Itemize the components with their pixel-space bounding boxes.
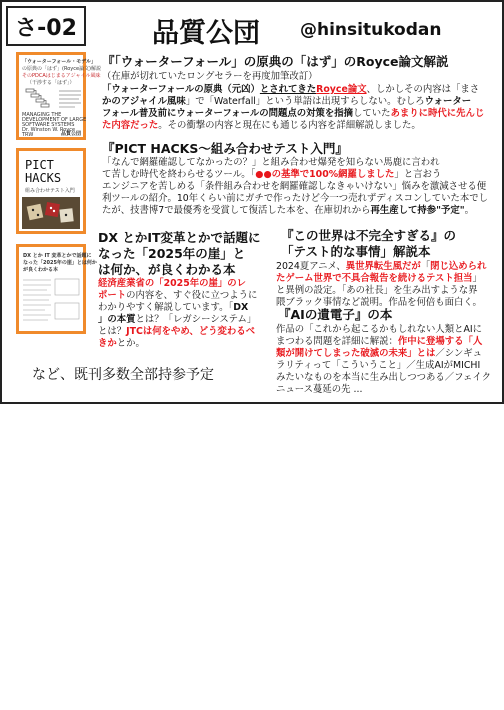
waterfall-diagram-icon	[25, 88, 55, 110]
text-run: 」で「Waterfall」という単語は出現すらしない。むしろ	[185, 96, 425, 107]
text-run: 。	[464, 205, 475, 216]
text-run: た内容だった	[102, 120, 159, 131]
text-run: まつわる問題を詳細に解説：	[276, 336, 398, 347]
text-run: て苦しむ時代を終わらせるツール。「	[102, 169, 256, 180]
text-run: 「ウォーターフォールの原典（元凶）	[102, 84, 260, 95]
cover-title-2025-3: が良くわかる本	[23, 267, 59, 273]
cover-subtitle: の原典の「はず」(Royce論文)解説	[22, 66, 101, 72]
text-run: DX	[233, 302, 249, 313]
text-run: ウォーター	[424, 96, 472, 107]
cover-tagline: そのPDCAはじまるアジャイル風味	[22, 73, 101, 79]
text-run: 、しかしその内容は「まさ	[366, 84, 480, 95]
cover-paper-author: Dr. Winston W. Royce	[22, 127, 76, 133]
book-title-pict: 『PICT HACKS～組み合わせテスト入門』	[102, 141, 348, 156]
text-run: とは？	[98, 326, 127, 337]
book-title-royce: 『「ウォーターフォール」の原典の「はず」のRoyce論文解説	[102, 54, 449, 69]
cover-publisher: 品質公団	[61, 131, 82, 137]
book-title-imperfect-world	[281, 228, 456, 260]
title-line: は何か、が良くわかる本	[98, 262, 236, 277]
book-desc-2025	[98, 278, 257, 350]
desc-line	[102, 157, 488, 169]
text-run: 作品の「これから起こるかもしれない人類とAIに	[276, 324, 483, 335]
text-run: ●●の基準で100%網羅しました	[255, 169, 395, 180]
desc-line	[276, 372, 491, 384]
desc-line	[98, 326, 257, 338]
text-run: たゲーム世界で不具合報告を続けるテスト担当	[276, 273, 473, 284]
book-cover-pict-hacks	[16, 148, 86, 234]
desc-line	[102, 181, 488, 193]
cover-subtitle-pict: 組み合わせテスト入門	[25, 188, 75, 194]
cover-paper-title-1: MANAGING THE	[22, 112, 62, 118]
desc-line	[102, 120, 484, 132]
desc-line	[276, 261, 486, 273]
text-run: みたいなものを本当に生み出しつつある／フェイク	[276, 372, 491, 383]
cover-paper-title-3: SOFTWARE SYSTEMS	[22, 122, 75, 128]
cover-title: 「ウォーターフォール・モデル」	[22, 59, 96, 65]
desc-line	[276, 285, 486, 297]
text-run: とされてきた	[259, 84, 317, 95]
cover-title-hacks: HACKS	[25, 171, 62, 185]
desc-line	[98, 278, 257, 290]
text-run: 2024夏アニメ、	[276, 261, 346, 272]
title-line: 「テスト的な事情」解説本	[281, 244, 431, 259]
cover-title-pict: PICT	[25, 158, 54, 172]
text-run: 利ツールの紹介。10年くらい前にガチで作ったけど今一つ売れずディスコンしていた本でし	[102, 193, 488, 204]
text-run: とは？「レガシーシステム」	[135, 314, 257, 325]
text-run: 」の本質	[98, 314, 136, 325]
cover-tagline-2: （干渉する「はず」）	[27, 80, 75, 86]
desc-line	[102, 205, 488, 217]
text-run: 類が開けてしまった破滅の未来」とは	[276, 348, 436, 359]
text-run: ラリティって「こういうこと」／生成AIがMICHI	[276, 360, 481, 371]
cover-title-2025-2: なった「2025年の崖」とは何か	[23, 260, 97, 266]
book-cover-royce	[16, 52, 101, 140]
text-run: 異世界転生風だが	[345, 261, 421, 272]
book-title-ai-iden: 『AIの遺電子』の本	[278, 307, 393, 322]
text-run: エンジニアを苦しめる「条件組み合わせを網羅確認しなきゃいけない」悩みを激減させる便	[102, 181, 487, 192]
text-run: 隈ブラック事情など説明。作品を何倍も面白く。	[276, 297, 482, 308]
desc-line	[98, 338, 257, 350]
desc-line	[276, 273, 486, 285]
text-run: Royce論文	[316, 84, 367, 95]
twitter-handle: @hinsitukodan	[300, 20, 442, 40]
text-run: ／シンギュ	[435, 348, 483, 359]
text-run: 作中に登場する「人	[397, 336, 483, 347]
text-run: ポート	[98, 290, 127, 301]
desc-line	[98, 302, 257, 314]
title-line: なった「2025年の崖」と	[98, 246, 246, 261]
book-desc-pict	[102, 157, 488, 217]
desc-line	[98, 290, 257, 302]
book-note-royce: （在庫が切れていたロングセラーを再度加筆改訂）	[102, 71, 318, 82]
desc-line	[102, 84, 484, 96]
text-run: 「なんで網羅確認してなかったの？」と組み合わせ爆発を知らない馬鹿に言われ	[102, 157, 440, 168]
book-desc-royce	[102, 84, 484, 132]
text-run: 経済産業省の「2025年の崖」のレ	[98, 278, 246, 289]
text-run: とか。	[116, 338, 145, 349]
text-run: フォール普及前にウォーターフォールの問題点の対策を指摘	[102, 108, 353, 119]
desc-line	[276, 384, 491, 396]
desc-line	[102, 169, 488, 181]
text-run: かのアジャイル風味	[102, 96, 186, 107]
title-line: 『この世界は不完全すぎる』の	[281, 228, 457, 243]
desc-line	[102, 108, 484, 120]
book-desc-imperfect-world	[276, 261, 486, 309]
cover-text-lines	[59, 89, 81, 109]
cover-title-2025-1: DX とか IT 変革とかで話題に	[23, 253, 92, 259]
text-run: の内容を、すぐ役に立つように	[126, 290, 258, 301]
text-run: 」と言おう	[394, 169, 442, 180]
desc-line	[276, 348, 491, 360]
text-run: きか	[98, 338, 117, 349]
text-run: 「	[420, 261, 431, 272]
text-run: わかりやすく解説しています。「	[98, 302, 234, 313]
title-line: DX とかIT変革とかで話題に	[98, 230, 261, 245]
text-run: していた	[352, 108, 391, 119]
desc-line	[98, 314, 257, 326]
desc-line	[102, 96, 484, 108]
cover-paper-org: TRW	[22, 132, 34, 138]
desc-line	[276, 336, 491, 348]
cover-document-icon	[23, 277, 81, 327]
text-run: 再生産して持参"予定"	[370, 205, 465, 216]
circle-name: 品質公団	[152, 18, 260, 49]
text-run: 」	[472, 273, 482, 284]
desc-line	[102, 193, 488, 205]
dice-photo-icon	[22, 197, 80, 229]
book-title-2025	[98, 230, 261, 278]
text-run: あまりに時代に先んじ	[390, 108, 485, 119]
footer-note: など、既刊多数全部持参予定	[32, 367, 214, 383]
desc-line	[276, 324, 491, 336]
text-run: ニュース蔓延の先 ...	[276, 384, 363, 395]
text-run: 閉じ込められ	[430, 261, 487, 272]
booth-number: さ-02	[6, 6, 86, 46]
cover-paper-title-2: DEVELOPMENT OF LARGE	[22, 117, 87, 123]
text-run: 。その衝撃の内容と現在にも通じる内容を詳細解説しました。	[158, 120, 421, 131]
text-run: JTCは何をやめ、どう変わるべ	[126, 326, 256, 337]
text-run: と異例の設定。「あの社長」を生み出すような界	[276, 285, 478, 296]
book-desc-ai-iden	[276, 324, 491, 396]
book-cover-2025	[16, 244, 97, 334]
desc-line	[276, 360, 491, 372]
text-run: たが、技書博7で最優秀を受賞して復活した本を、在庫切れから	[102, 205, 371, 216]
